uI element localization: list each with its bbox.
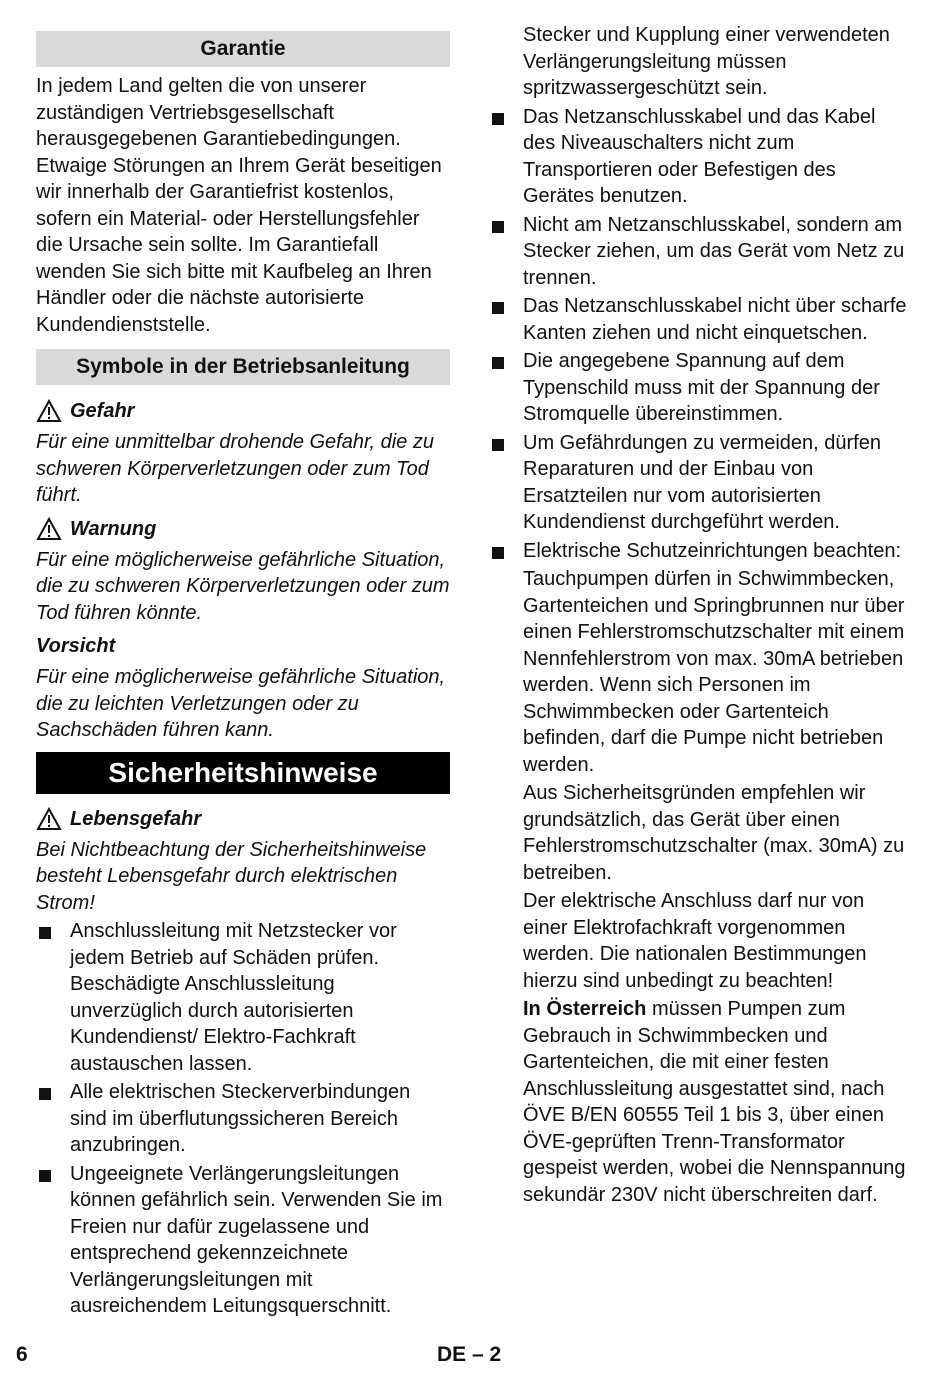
warnung-label: Warnung — [70, 517, 157, 540]
list-item: Um Gefährdungen zu vermeiden, dürfen Reparaturen und der Einbau von Ersatzteilen nur vom autorisierten Kundendienst durchgeführt werden. — [489, 430, 909, 536]
warning-triangle-icon — [36, 807, 62, 831]
garantie-heading: Garantie — [36, 31, 450, 67]
bullet-square-icon — [492, 547, 504, 559]
page-number: 6 — [16, 1343, 28, 1366]
list-item: Ungeeignete Verlängerungsleitungen können gefährlich sein. Verwenden Sie im Freien nur dafür zugelassene und entsprechend gekennzeichnete Verlängerungsleitungen mit ausreichendem Leitungsquerschnitt. — [36, 1161, 450, 1320]
left-bullet-list — [36, 918, 450, 1320]
austria-rest: müssen Pumpen zum Gebrauch in Schwimmbecken und Gartenteichen, die mit einer festen Anschlussleitung ausgestattet sind, nach ÖVE B/EN 60555 Teil 1 bis 3, über einen ÖVE-geprüften Trenn-Transformator gespeist werden, wobei die Nennspannung sekundär 230V nicht überschreiten darf. — [523, 998, 906, 1206]
list-item: Das Netzanschlusskabel nicht über scharfe Kanten ziehen und nicht einquetschen. — [489, 293, 909, 346]
vorsicht-text: Für eine möglicherweise gefährliche Situation, die zu leichten Verletzungen oder zu Sachschäden führen kann. — [36, 666, 446, 741]
right-column — [489, 22, 909, 1208]
vorsicht-heading — [36, 633, 450, 659]
bullet-square-icon — [492, 113, 504, 125]
symbole-heading: Symbole in der Betriebsanleitung — [36, 349, 450, 385]
austria-bold-lead: In Österreich — [523, 998, 647, 1020]
left-column — [36, 22, 450, 1320]
warning-triangle-icon — [36, 517, 62, 541]
gefahr-heading — [36, 398, 450, 424]
lebensgefahr-text: Bei Nichtbeachtung der Sicherheitshinweise besteht Lebensgefahr durch elektrischen Strom! — [36, 838, 427, 914]
warning-triangle-icon — [36, 399, 62, 423]
bullet-square-icon — [492, 221, 504, 233]
bullet-square-icon — [492, 357, 504, 369]
list-item: Das Netzanschlusskabel und das Kabel des Niveauschalters nicht zum Transportieren oder Befestigen des Gerätes benutzen. — [489, 104, 909, 210]
paragraph-safety-recommendation: Aus Sicherheitsgründen empfehlen wir grundsätzlich, das Gerät über einen Fehlerstromschutzschalter (max. 30mA) zu betreiben. — [523, 782, 905, 884]
list-item: Elektrische Schutzeinrichtungen beachten: — [489, 538, 909, 565]
language-page-label: DE – 2 — [437, 1343, 502, 1366]
warnung-heading — [36, 516, 450, 542]
continuation-text: Stecker und Kupplung einer verwendeten Verlängerungsleitung müssen spritzwassergeschützt sein. — [523, 24, 890, 99]
bullet-square-icon — [39, 1088, 51, 1100]
right-bullet-list — [489, 104, 909, 565]
lebensgefahr-heading — [36, 806, 450, 832]
gefahr-text: Für eine unmittelbar drohende Gefahr, die zu schweren Körperverletzungen oder zum Tod führt. — [36, 431, 435, 506]
paragraph-austria — [489, 996, 909, 1208]
list-item: Alle elektrischen Steckerverbindungen sind im überflutungssicheren Bereich anzubringen. — [36, 1079, 450, 1159]
paragraph-electrician: Der elektrische Anschluss darf nur von einer Elektrofachkraft vorgenommen werden. Die nationalen Bestimmungen hierzu sind unbedingt zu beachten! — [523, 890, 867, 992]
bullet-square-icon — [39, 927, 51, 939]
list-item: Anschlussleitung mit Netzstecker vor jedem Betrieb auf Schäden prüfen. Beschädigte Anschlussleitung unverzüglich durch autorisierten Kundendienst/ Elektro-Fachkraft austauschen lassen. — [36, 918, 450, 1077]
bullet-square-icon — [492, 439, 504, 451]
lebensgefahr-label: Lebensgefahr — [70, 807, 202, 830]
bullet-square-icon — [492, 302, 504, 314]
list-item: Nicht am Netzanschlusskabel, sondern am Stecker ziehen, um das Gerät vom Netz zu trennen. — [489, 212, 909, 292]
list-item: Die angegebene Spannung auf dem Typenschild muss mit der Spannung der Stromquelle übereinstimmen. — [489, 348, 909, 428]
bullet-square-icon — [39, 1170, 51, 1182]
sicherheitshinweise-heading: Sicherheitshinweise — [36, 752, 450, 794]
garantie-text: In jedem Land gelten die von unserer zuständigen Vertriebsgesellschaft herausgegebenen Garantiebedingungen. Etwaige Störungen an Ihrem Gerät beseitigen wir innerhalb der Garantiefrist kostenlos, sofern ein Material- oder Herstellungsfehler die Ursache sein sollte. Im Garantiefall wenden Sie sich bitte mit Kaufbeleg an Ihren Händler oder die nächste autorisierte Kundendienststelle. — [36, 75, 442, 336]
paragraph-rcd: Tauchpumpen dürfen in Schwimmbecken, Gartenteichen und Springbrunnen nur über einen Fehlerstromschutzschalter mit einem Nennfehlerstrom von max. 30mA betrieben werden. Wenn sich Personen im Schwimmbecken oder Gartenteich befinden, darf die Pumpe nicht betrieben werden. — [523, 568, 905, 776]
gefahr-label: Gefahr — [70, 400, 135, 422]
warnung-text: Für eine möglicherweise gefährliche Situation, die zu schweren Körperverletzungen oder zum Tod führen könnte. — [36, 548, 450, 624]
vorsicht-label: Vorsicht — [36, 635, 116, 657]
